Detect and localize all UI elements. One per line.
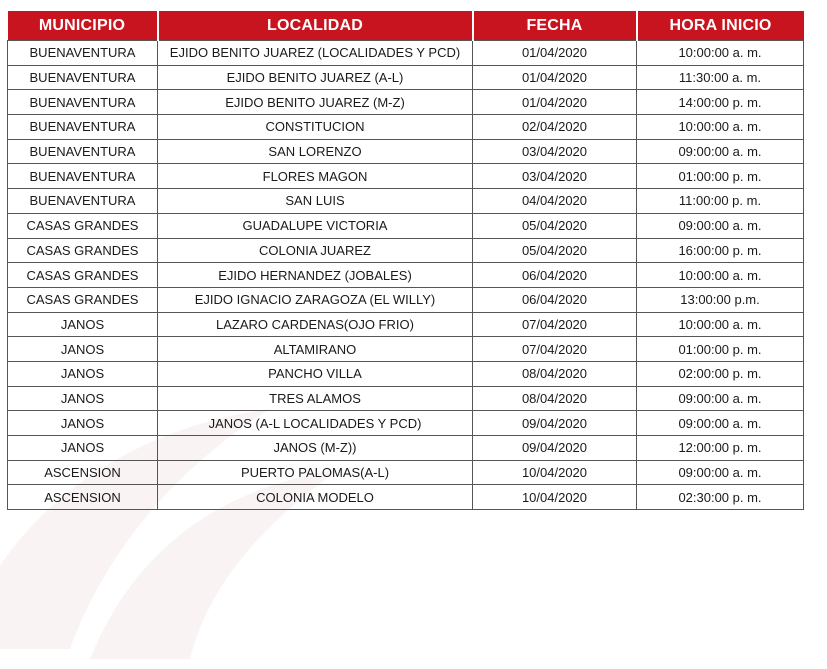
- cell-localidad: EJIDO BENITO JUAREZ (LOCALIDADES Y PCD): [158, 41, 473, 66]
- cell-localidad: ALTAMIRANO: [158, 337, 473, 362]
- header-fecha: FECHA: [473, 11, 637, 41]
- cell-fecha: 08/04/2020: [473, 361, 637, 386]
- cell-localidad: TRES ALAMOS: [158, 386, 473, 411]
- cell-municipio: BUENAVENTURA: [8, 65, 158, 90]
- cell-hora-inicio: 09:00:00 a. m.: [637, 139, 804, 164]
- cell-fecha: 03/04/2020: [473, 164, 637, 189]
- header-hora-inicio: HORA INICIO: [637, 11, 804, 41]
- cell-municipio: CASAS GRANDES: [8, 213, 158, 238]
- cell-fecha: 04/04/2020: [473, 189, 637, 214]
- table-row: [8, 411, 804, 436]
- cell-fecha: 09/04/2020: [473, 411, 637, 436]
- cell-hora-inicio: 14:00:00 p. m.: [637, 90, 804, 115]
- cell-localidad: CONSTITUCION: [158, 115, 473, 140]
- cell-fecha: 03/04/2020: [473, 139, 637, 164]
- cell-hora-inicio: 10:00:00 a. m.: [637, 115, 804, 140]
- table-row: [8, 460, 804, 485]
- table-row: [8, 164, 804, 189]
- table-header-row: [8, 11, 804, 41]
- cell-hora-inicio: 13:00:00 p.m.: [637, 287, 804, 312]
- cell-localidad: PANCHO VILLA: [158, 361, 473, 386]
- cell-localidad: EJIDO IGNACIO ZARAGOZA (EL WILLY): [158, 287, 473, 312]
- table-row: [8, 65, 804, 90]
- cell-fecha: 01/04/2020: [473, 90, 637, 115]
- table-row: [8, 263, 804, 288]
- cell-fecha: 10/04/2020: [473, 460, 637, 485]
- cell-fecha: 07/04/2020: [473, 312, 637, 337]
- cell-localidad: COLONIA JUAREZ: [158, 238, 473, 263]
- cell-fecha: 02/04/2020: [473, 115, 637, 140]
- cell-municipio: ASCENSION: [8, 460, 158, 485]
- cell-localidad: JANOS (M-Z)): [158, 436, 473, 461]
- cell-hora-inicio: 01:00:00 p. m.: [637, 337, 804, 362]
- cell-hora-inicio: 09:00:00 a. m.: [637, 386, 804, 411]
- table-row: [8, 436, 804, 461]
- cell-municipio: CASAS GRANDES: [8, 263, 158, 288]
- cell-hora-inicio: 09:00:00 a. m.: [637, 411, 804, 436]
- header-localidad: LOCALIDAD: [158, 11, 473, 41]
- cell-hora-inicio: 02:00:00 p. m.: [637, 361, 804, 386]
- cell-fecha: 08/04/2020: [473, 386, 637, 411]
- table-row: [8, 189, 804, 214]
- cell-municipio: JANOS: [8, 386, 158, 411]
- cell-localidad: COLONIA MODELO: [158, 485, 473, 510]
- cell-localidad: GUADALUPE VICTORIA: [158, 213, 473, 238]
- cell-municipio: CASAS GRANDES: [8, 287, 158, 312]
- cell-hora-inicio: 11:30:00 a. m.: [637, 65, 804, 90]
- table-row: [8, 312, 804, 337]
- cell-hora-inicio: 09:00:00 a. m.: [637, 213, 804, 238]
- cell-localidad: SAN LORENZO: [158, 139, 473, 164]
- table-row: [8, 115, 804, 140]
- cell-fecha: 06/04/2020: [473, 287, 637, 312]
- cell-localidad: LAZARO CARDENAS(OJO FRIO): [158, 312, 473, 337]
- cell-localidad: FLORES MAGON: [158, 164, 473, 189]
- table-row: [8, 386, 804, 411]
- table-row: [8, 337, 804, 362]
- cell-municipio: BUENAVENTURA: [8, 41, 158, 66]
- cell-hora-inicio: 11:00:00 p. m.: [637, 189, 804, 214]
- cell-municipio: BUENAVENTURA: [8, 189, 158, 214]
- cell-municipio: BUENAVENTURA: [8, 164, 158, 189]
- cell-municipio: BUENAVENTURA: [8, 90, 158, 115]
- table-row: [8, 361, 804, 386]
- cell-hora-inicio: 02:30:00 p. m.: [637, 485, 804, 510]
- cell-municipio: CASAS GRANDES: [8, 238, 158, 263]
- table-row: [8, 41, 804, 66]
- cell-localidad: SAN LUIS: [158, 189, 473, 214]
- cell-hora-inicio: 10:00:00 a. m.: [637, 263, 804, 288]
- cell-hora-inicio: 10:00:00 a. m.: [637, 312, 804, 337]
- cell-fecha: 05/04/2020: [473, 238, 637, 263]
- cell-fecha: 09/04/2020: [473, 436, 637, 461]
- table-row: [8, 90, 804, 115]
- cell-municipio: BUENAVENTURA: [8, 139, 158, 164]
- cell-fecha: 07/04/2020: [473, 337, 637, 362]
- cell-hora-inicio: 10:00:00 a. m.: [637, 41, 804, 66]
- cell-fecha: 10/04/2020: [473, 485, 637, 510]
- cell-localidad: PUERTO PALOMAS(A-L): [158, 460, 473, 485]
- cell-localidad: EJIDO HERNANDEZ (JOBALES): [158, 263, 473, 288]
- cell-localidad: JANOS (A-L LOCALIDADES Y PCD): [158, 411, 473, 436]
- cell-localidad: EJIDO BENITO JUAREZ (M-Z): [158, 90, 473, 115]
- cell-municipio: JANOS: [8, 436, 158, 461]
- cell-municipio: ASCENSION: [8, 485, 158, 510]
- cell-fecha: 06/04/2020: [473, 263, 637, 288]
- cell-hora-inicio: 16:00:00 p. m.: [637, 238, 804, 263]
- header-municipio: MUNICIPIO: [8, 11, 158, 41]
- table-row: [8, 213, 804, 238]
- table-row: [8, 287, 804, 312]
- table-row: [8, 139, 804, 164]
- cell-municipio: JANOS: [8, 361, 158, 386]
- cell-municipio: JANOS: [8, 337, 158, 362]
- cell-hora-inicio: 01:00:00 p. m.: [637, 164, 804, 189]
- cell-fecha: 05/04/2020: [473, 213, 637, 238]
- cell-hora-inicio: 12:00:00 p. m.: [637, 436, 804, 461]
- cell-hora-inicio: 09:00:00 a. m.: [637, 460, 804, 485]
- cell-municipio: JANOS: [8, 411, 158, 436]
- cell-municipio: JANOS: [8, 312, 158, 337]
- table-row: [8, 238, 804, 263]
- cell-municipio: BUENAVENTURA: [8, 115, 158, 140]
- schedule-table: [7, 11, 804, 510]
- cell-localidad: EJIDO BENITO JUAREZ (A-L): [158, 65, 473, 90]
- table-row: [8, 485, 804, 510]
- cell-fecha: 01/04/2020: [473, 41, 637, 66]
- cell-fecha: 01/04/2020: [473, 65, 637, 90]
